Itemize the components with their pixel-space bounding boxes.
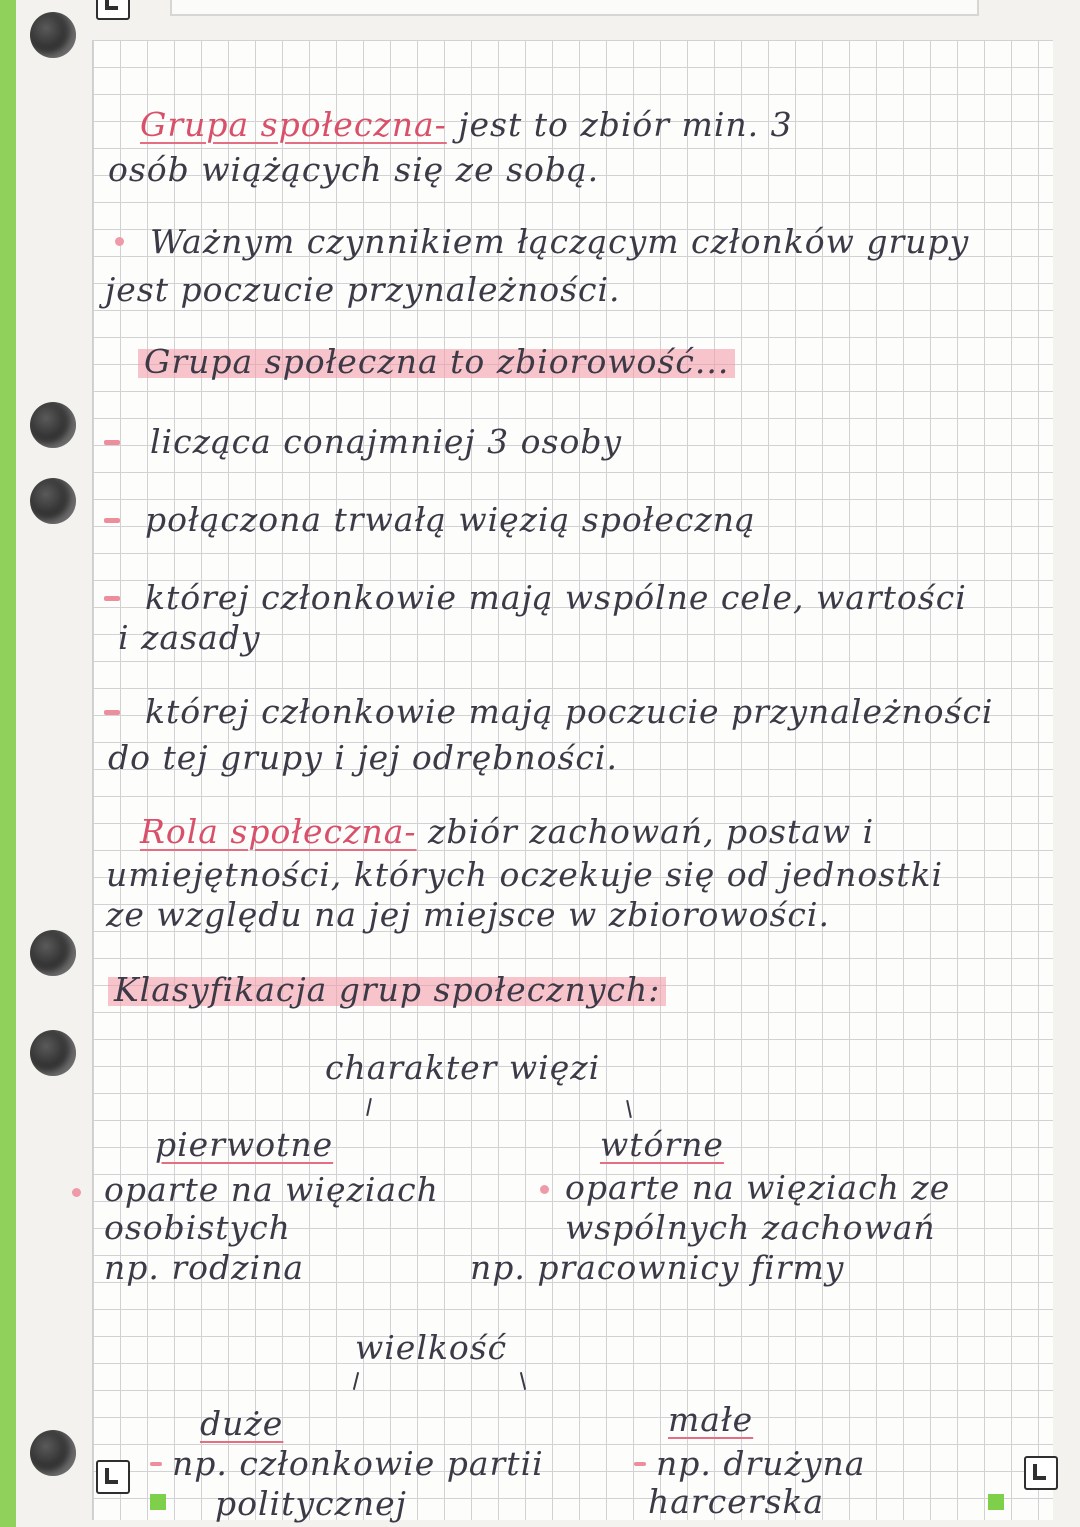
group-description: oparte na więziach [104,1170,439,1209]
bullet-dot [540,1185,549,1194]
green-marker-square [150,1494,166,1510]
group-example: np. pracownicy firmy [470,1248,845,1287]
grid-paper [92,40,1053,1520]
definition-term: Grupa społeczna- [140,105,447,144]
group-example: np. rodzina [104,1248,304,1287]
list-dash [104,518,120,523]
feature-item-continued: do tej grupy i jej odrębności. [108,738,618,777]
group-type-title: małe [668,1400,754,1439]
list-dash [104,596,120,601]
binder-hole [30,1030,76,1076]
bullet-dot [115,237,124,246]
group-example: harcerska [648,1482,825,1521]
criterion-label: wielkość [355,1328,508,1367]
definition-text: jest to zbiór min. 3 [446,105,793,144]
binder-hole [30,402,76,448]
group-example: np. członkowie partii [172,1444,544,1483]
group-type-title: wtórne [600,1125,724,1164]
role-term: Rola społeczna- [140,812,417,851]
note-line-1: Ważnym czynnikiem łączącym członków grupy [150,222,970,261]
binder-hole [30,478,76,524]
feature-item: której członkowie mają poczucie przynależności [145,692,994,731]
feature-item: licząca conajmniej 3 osoby [150,422,623,461]
feature-item-continued: i zasady [118,618,261,657]
binder-hole [30,1430,76,1476]
group-description: oparte na więziach ze [565,1168,951,1207]
role-line-1 [140,812,874,852]
group-example: np. drużyna [656,1444,866,1483]
classification-heading: Klasyfikacja grup społecznych: [108,970,666,1010]
list-dash [150,1462,162,1466]
feature-item: połączona trwałą więzią społeczną [145,500,756,539]
group-type-title: pierwotne [155,1125,334,1164]
role-line-3: ze względu na jej miejsce w zbiorowości. [106,895,830,934]
criterion-label: charakter więzi [325,1048,601,1087]
role-line-2: umiejętności, których oczekuje się od jednostki [106,855,944,894]
definition-line-2: osób wiążących się ze sobą. [108,150,600,189]
note-line-2: jest poczucie przynależności. [105,270,621,309]
role-text: zbiór zachowań, postaw i [416,812,875,851]
green-marker-square [988,1494,1004,1510]
corner-mark-icon [96,1460,130,1494]
list-dash [104,710,120,715]
list-dash [634,1462,646,1466]
binder-hole [30,930,76,976]
definition-line-1 [140,105,793,145]
binder-hole [30,12,76,58]
feature-item: której członkowie mają wspólne cele, wartości [145,578,967,617]
bullet-dot [72,1188,81,1197]
features-heading: Grupa społeczna to zbiorowość... [138,342,735,382]
group-example: politycznej [215,1484,407,1523]
corner-mark-icon [1024,1456,1058,1490]
green-page-edge [0,0,16,1527]
group-description: wspólnych zachowań [565,1208,936,1247]
group-description: osobistych [104,1208,291,1247]
list-dash [104,440,120,445]
corner-mark-icon [96,0,130,20]
group-type-title: duże [200,1404,284,1443]
top-paper-edge [170,0,979,16]
